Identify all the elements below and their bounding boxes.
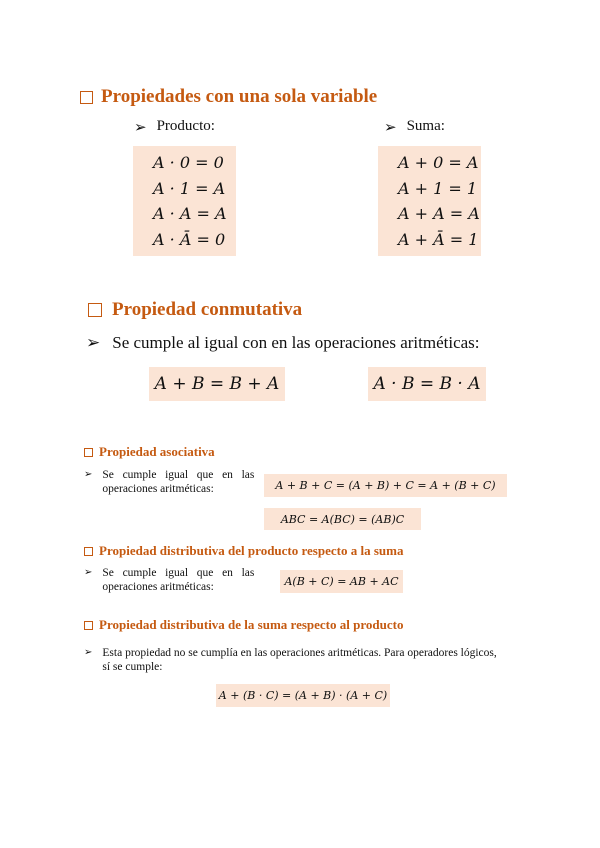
- arrow-bullet-icon: ➢: [84, 469, 93, 480]
- section-title: Propiedad asociativa: [99, 444, 215, 459]
- conmutativa-sum-formula: [149, 367, 285, 401]
- bullet-asociativa: [84, 468, 254, 496]
- checkbox-bullet-icon: [84, 547, 93, 556]
- distributiva-suma-formula: [216, 684, 390, 707]
- formula: A · 1 = A: [153, 178, 226, 198]
- suma-label: Suma:: [406, 118, 445, 134]
- formula: A + 1 = 1: [398, 178, 478, 198]
- checkbox-bullet-icon: [84, 448, 93, 457]
- arrow-bullet-icon: ➢: [134, 120, 147, 136]
- formula: A + B + C = (A + B) + C = A + (B + C): [275, 479, 496, 492]
- bullet-conmutativa: [86, 333, 480, 353]
- distributiva-producto-text-line1: Se cumple igual que en las: [102, 567, 255, 579]
- arrow-bullet-icon: ➢: [384, 120, 397, 136]
- section-title: Propiedad distributiva de la suma respecto al producto: [99, 617, 404, 632]
- formula: A + 0 = A: [398, 153, 479, 173]
- formula: A + A = A: [398, 204, 480, 224]
- formula: A · A = A: [153, 204, 227, 224]
- asociativa-sum-formula: [264, 474, 507, 497]
- formula: ABC = A(BC) = (AB)C: [280, 512, 405, 526]
- formula: A + (B · C) = (A + B) · (A + C): [218, 689, 388, 702]
- conmutativa-text: Se cumple al igual con en las operaciones aritméticas:: [112, 333, 480, 352]
- bullet-producto: [134, 118, 215, 137]
- distributiva-producto-text-line2: operaciones aritméticas:: [102, 581, 214, 593]
- formula: A + Ā = 1: [398, 229, 479, 249]
- section-title: Propiedades con una sola variable: [101, 86, 378, 107]
- formula: A · Ā = 0: [153, 229, 226, 249]
- checkbox-bullet-icon: [88, 303, 102, 317]
- bullet-suma: [384, 118, 445, 137]
- arrow-bullet-icon: ➢: [84, 567, 93, 578]
- arrow-bullet-icon: ➢: [84, 647, 93, 658]
- section-heading-distributiva-producto: [84, 543, 403, 559]
- bullet-distributiva-producto: [84, 566, 254, 594]
- checkbox-bullet-icon: [80, 91, 93, 104]
- distributiva-suma-text-line1: Esta propiedad no se cumplía en las operaciones aritméticas. Para operadores lógicos,: [102, 647, 497, 659]
- formula: A · B = B · A: [373, 374, 481, 394]
- arrow-bullet-icon: ➢: [86, 333, 101, 352]
- formula: A · 0 = 0: [153, 153, 224, 173]
- section-heading-distributiva-suma: [84, 617, 403, 633]
- section-heading-conmutativa: [88, 299, 302, 321]
- formula: A + B = B + A: [154, 374, 280, 394]
- distributiva-suma-text-line2: sí se cumple:: [102, 661, 163, 673]
- asociativa-text-line1: Se cumple igual que en las: [102, 469, 255, 481]
- section-heading-single-variable: [80, 86, 377, 108]
- suma-formula-box: [378, 146, 481, 256]
- asociativa-product-formula: [264, 508, 421, 530]
- section-heading-asociativa: [84, 444, 215, 460]
- bullet-distributiva-suma: [84, 646, 497, 674]
- checkbox-bullet-icon: [84, 621, 93, 630]
- section-title: Propiedad conmutativa: [112, 299, 303, 320]
- conmutativa-product-formula: [368, 367, 486, 401]
- producto-formula-box: [133, 146, 236, 256]
- formula: A(B + C) = AB + AC: [284, 575, 399, 588]
- producto-label: Producto:: [156, 118, 215, 134]
- distributiva-producto-formula: [280, 570, 403, 593]
- asociativa-text-line2: operaciones aritméticas:: [102, 483, 214, 495]
- section-title: Propiedad distributiva del producto respecto a la suma: [99, 543, 404, 558]
